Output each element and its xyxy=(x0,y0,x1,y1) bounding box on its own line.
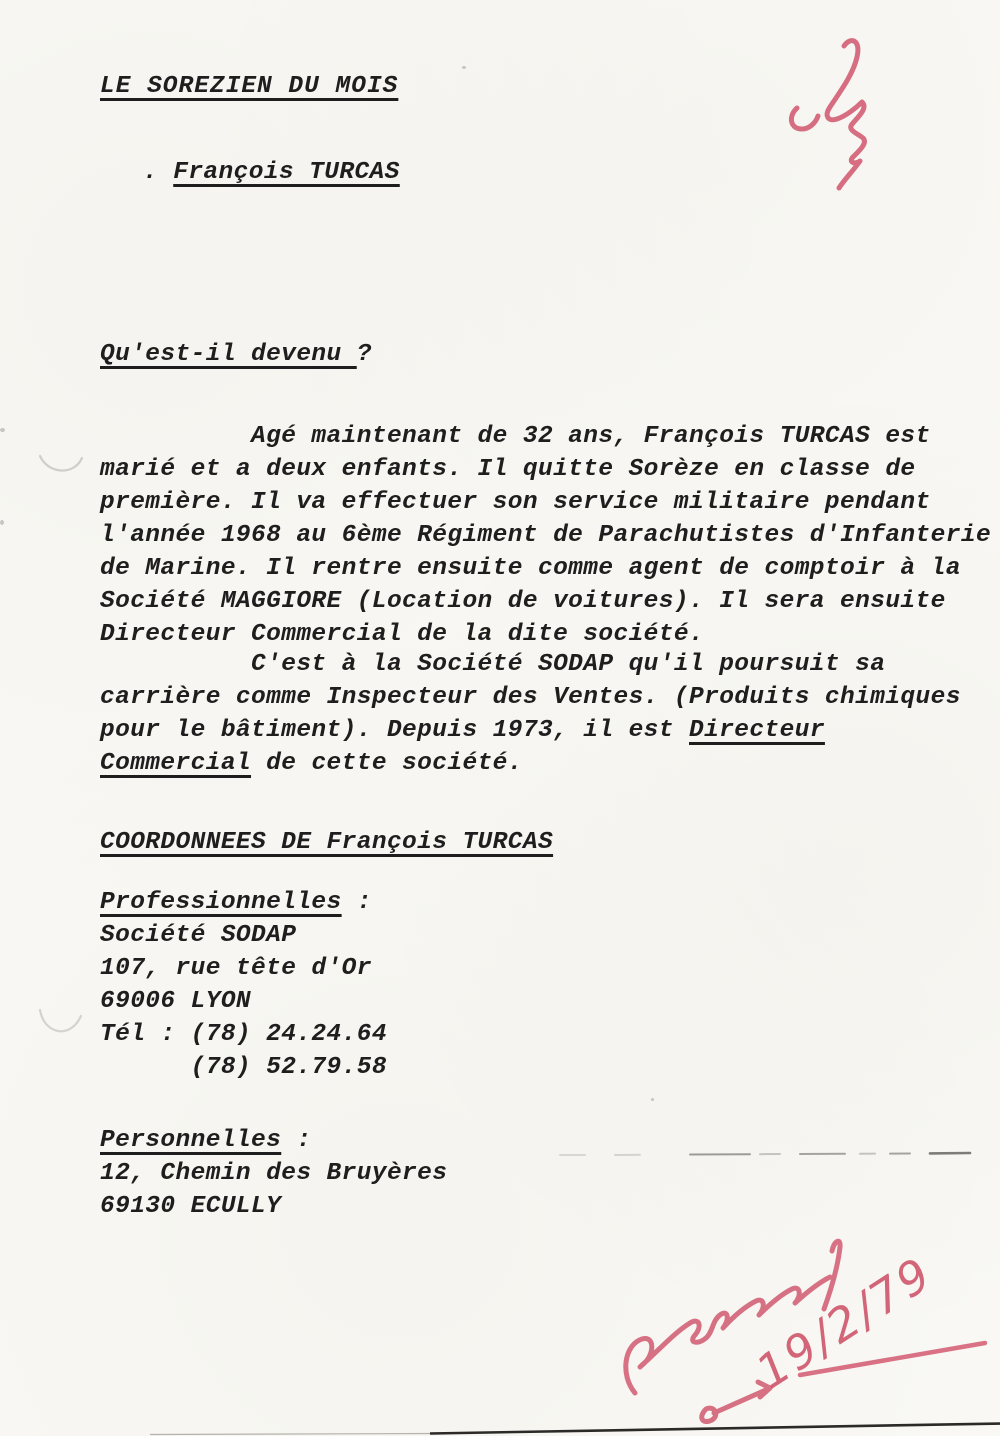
handwritten-note xyxy=(610,1225,1000,1436)
personal-label-line xyxy=(100,1124,311,1157)
personal-label: Personnelles xyxy=(100,1127,282,1154)
professional-label: Professionnelles xyxy=(100,889,342,916)
question-heading xyxy=(100,338,372,371)
professional-address-line: Société SODAP xyxy=(100,922,297,949)
personal-address-line: 12, Chemin des Bruyères xyxy=(100,1160,448,1187)
paragraph-2-line xyxy=(100,714,961,747)
professional-address-line: 107, rue tête d'Or xyxy=(100,955,372,982)
contact-heading xyxy=(100,826,553,859)
paragraph-1-line: marié et a deux enfants. Il quitte Sorèze en classe de xyxy=(100,456,916,483)
paragraph-2-line4-underlined: Commercial xyxy=(100,750,252,777)
paragraph-1-line: l'année 1968 au 6ème Régiment de Parachutistes d'Infanterie xyxy=(100,522,992,549)
handwritten-scribble-word xyxy=(626,1277,830,1393)
paragraph-1-line: Directeur Commercial de la dite société. xyxy=(100,621,705,648)
handwritten-initials-mark xyxy=(740,30,990,200)
personal-label-suffix: : xyxy=(281,1127,312,1154)
paragraph-2-line xyxy=(100,747,961,780)
professional-label-line xyxy=(100,886,372,919)
paper-speck xyxy=(0,520,4,525)
question-heading-underlined: Qu'est-il devenu xyxy=(100,341,357,368)
scan-edge-line xyxy=(0,1418,1000,1436)
subject-bullet: . xyxy=(143,159,174,186)
subject-line xyxy=(143,156,400,189)
paragraph-1 xyxy=(100,420,991,651)
contact-heading-text: COORDONNEES DE François TURCAS xyxy=(100,829,554,856)
subject-name: François TURCAS xyxy=(173,159,400,186)
personal-address-line: 69130 ECULLY xyxy=(100,1193,282,1220)
professional-phone-line: Tél : (78) 24.24.64 xyxy=(100,1021,387,1048)
handwritten-underline-stroke xyxy=(800,1343,985,1375)
paper-speck xyxy=(0,428,5,432)
handwritten-scribble-ascender xyxy=(824,1241,840,1309)
paragraph-2-line: C'est à la Société SODAP qu'il poursuit sa xyxy=(100,651,886,678)
professional-phone-line: (78) 52.79.58 xyxy=(100,1054,387,1081)
paper-speck xyxy=(651,1098,654,1101)
handwritten-date: 19/2/79 xyxy=(746,1245,943,1400)
question-heading-suffix: ? xyxy=(356,341,372,368)
handwritten-arrow xyxy=(702,1382,770,1422)
masthead xyxy=(100,70,398,103)
professional-address xyxy=(100,919,387,1084)
margin-curve-mark xyxy=(38,448,84,482)
paragraph-2-line4-plain: de cette société. xyxy=(251,750,523,777)
paragraph-2-line3-underlined: Directeur xyxy=(689,717,825,744)
paragraph-1-line: Agé maintenant de 32 ans, François TURCAS est xyxy=(100,423,931,450)
professional-label-suffix: : xyxy=(341,889,372,916)
paragraph-2-line3-plain: pour le bâtiment). Depuis 1973, il est xyxy=(100,717,689,744)
personal-address xyxy=(100,1157,447,1223)
paragraph-2 xyxy=(100,648,961,780)
professional-address-line: 69006 LYON xyxy=(100,988,252,1015)
paragraph-2-line: carrière comme Inspecteur des Ventes. (Produits chimiques xyxy=(100,684,961,711)
masthead-title: LE SOREZIEN DU MOIS xyxy=(100,73,399,100)
paragraph-1-line: Société MAGGIORE (Location de voitures). Il sera ensuite xyxy=(100,588,946,615)
paper-speck xyxy=(462,66,466,69)
scan-artifact-dashed-line xyxy=(555,1148,975,1160)
paragraph-1-line: de Marine. Il rentre ensuite comme agent de comptoir à la xyxy=(100,555,961,582)
margin-curve-mark xyxy=(36,1000,84,1046)
paragraph-1-line: première. Il va effectuer son service militaire pendant xyxy=(100,489,931,516)
